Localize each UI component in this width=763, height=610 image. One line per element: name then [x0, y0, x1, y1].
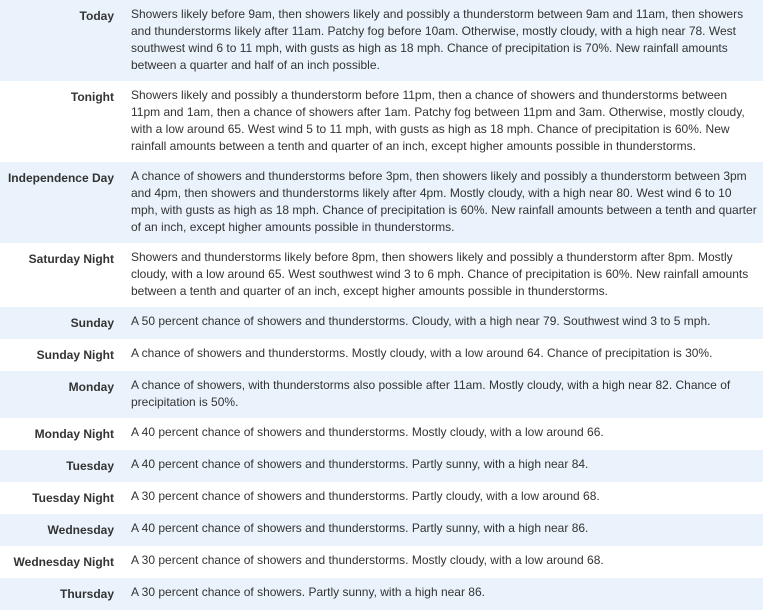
- period-name: Sunday Night: [36, 348, 114, 362]
- forecast-text: A 40 percent chance of showers and thunderstorms. Partly sunny, with a high near 86.: [131, 521, 589, 535]
- period-name: Thursday: [59, 587, 114, 601]
- forecast-row-sunday: [0, 307, 763, 339]
- forecast-row-tuesday-night: [0, 482, 763, 514]
- period-name: Wednesday Night: [13, 555, 114, 569]
- period-name: Sunday: [70, 316, 114, 330]
- forecast-row-wednesday-night: [0, 546, 763, 578]
- period-name: Wednesday: [47, 523, 114, 537]
- forecast-text: A chance of showers and thunderstorms before 3pm, then showers likely and possibly a thunderstorm between 3pm and 4pm, then showers and thunderstorms likely after 4pm. Mostly cloudy, with a high near 80. West wind 6 to 10 mph, with gusts as high as 18 mph. Chance of precipitation is 60%. New rainfall amounts between a tenth and quarter of an inch, except higher amounts possible in thunderstorms.: [131, 169, 757, 234]
- forecast-row-today: [0, 0, 763, 81]
- forecast-row-saturday-night: [0, 243, 763, 307]
- forecast-row-wednesday: [0, 514, 763, 546]
- forecast-text: A 40 percent chance of showers and thunderstorms. Mostly cloudy, with a low around 66.: [131, 425, 604, 439]
- period-name: Independence Day: [7, 171, 114, 185]
- period-name: Saturday Night: [28, 252, 114, 266]
- forecast-row-tuesday: [0, 450, 763, 482]
- forecast-text: Showers likely and possibly a thunderstorm before 11pm, then a chance of showers and thunderstorms between 11pm and 1am, then a chance of showers after 1am. Patchy fog between 11pm and 3am. Otherwise, mostly cloudy, with a low around 65. West wind 5 to 11 mph, with gusts as high as 18 mph. Chance of precipitation is 60%. New rainfall amounts between a tenth and quarter of an inch, except higher amounts possible in thunderstorms.: [131, 88, 745, 153]
- period-name: Today: [79, 9, 114, 23]
- forecast-text: A 30 percent chance of showers. Partly sunny, with a high near 86.: [131, 585, 485, 599]
- forecast-row-tonight: [0, 81, 763, 162]
- period-name: Monday: [68, 380, 114, 394]
- period-name: Tuesday Night: [32, 491, 114, 505]
- forecast-row-thursday: [0, 578, 763, 610]
- period-name: Tuesday: [66, 459, 114, 473]
- forecast-text: A 30 percent chance of showers and thunderstorms. Partly cloudy, with a low around 68.: [131, 489, 600, 503]
- forecast-row-independence-day: [0, 162, 763, 243]
- forecast-row-monday: [0, 371, 763, 418]
- forecast-text: A chance of showers, with thunderstorms also possible after 11am. Mostly cloudy, with a high near 82. Chance of precipitation is 50%.: [131, 378, 731, 409]
- period-name: Monday Night: [34, 427, 114, 441]
- forecast-row-sunday-night: [0, 339, 763, 371]
- forecast-text: Showers and thunderstorms likely before 8pm, then showers likely and possibly a thunderstorm after 8pm. Mostly cloudy, with a low around 65. West southwest wind 3 to 6 mph. Chance of precipitation is 60%. New rainfall amounts between a tenth and quarter of an inch, except higher amounts possible in thunderstorms.: [131, 250, 749, 298]
- forecast-text: Showers likely before 9am, then showers likely and possibly a thunderstorm between 9am and 11am, then showers and thunderstorms likely after 11am. Patchy fog before 10am. Otherwise, mostly cloudy, with a high near 78. West southwest wind 6 to 11 mph, with gusts as high as 18 mph. Chance of precipitation is 70%. New rainfall amounts between a quarter and half of an inch possible.: [131, 7, 744, 72]
- forecast-text: A chance of showers and thunderstorms. Mostly cloudy, with a low around 64. Chance of precipitation is 30%.: [131, 346, 713, 360]
- period-name: Tonight: [70, 90, 114, 104]
- forecast-text: A 50 percent chance of showers and thunderstorms. Cloudy, with a high near 79. Southwest wind 3 to 5 mph.: [131, 314, 711, 328]
- forecast-text: A 30 percent chance of showers and thunderstorms. Mostly cloudy, with a low around 68.: [131, 553, 604, 567]
- forecast-row-monday-night: [0, 418, 763, 450]
- forecast-text: A 40 percent chance of showers and thunderstorms. Partly sunny, with a high near 84.: [131, 457, 589, 471]
